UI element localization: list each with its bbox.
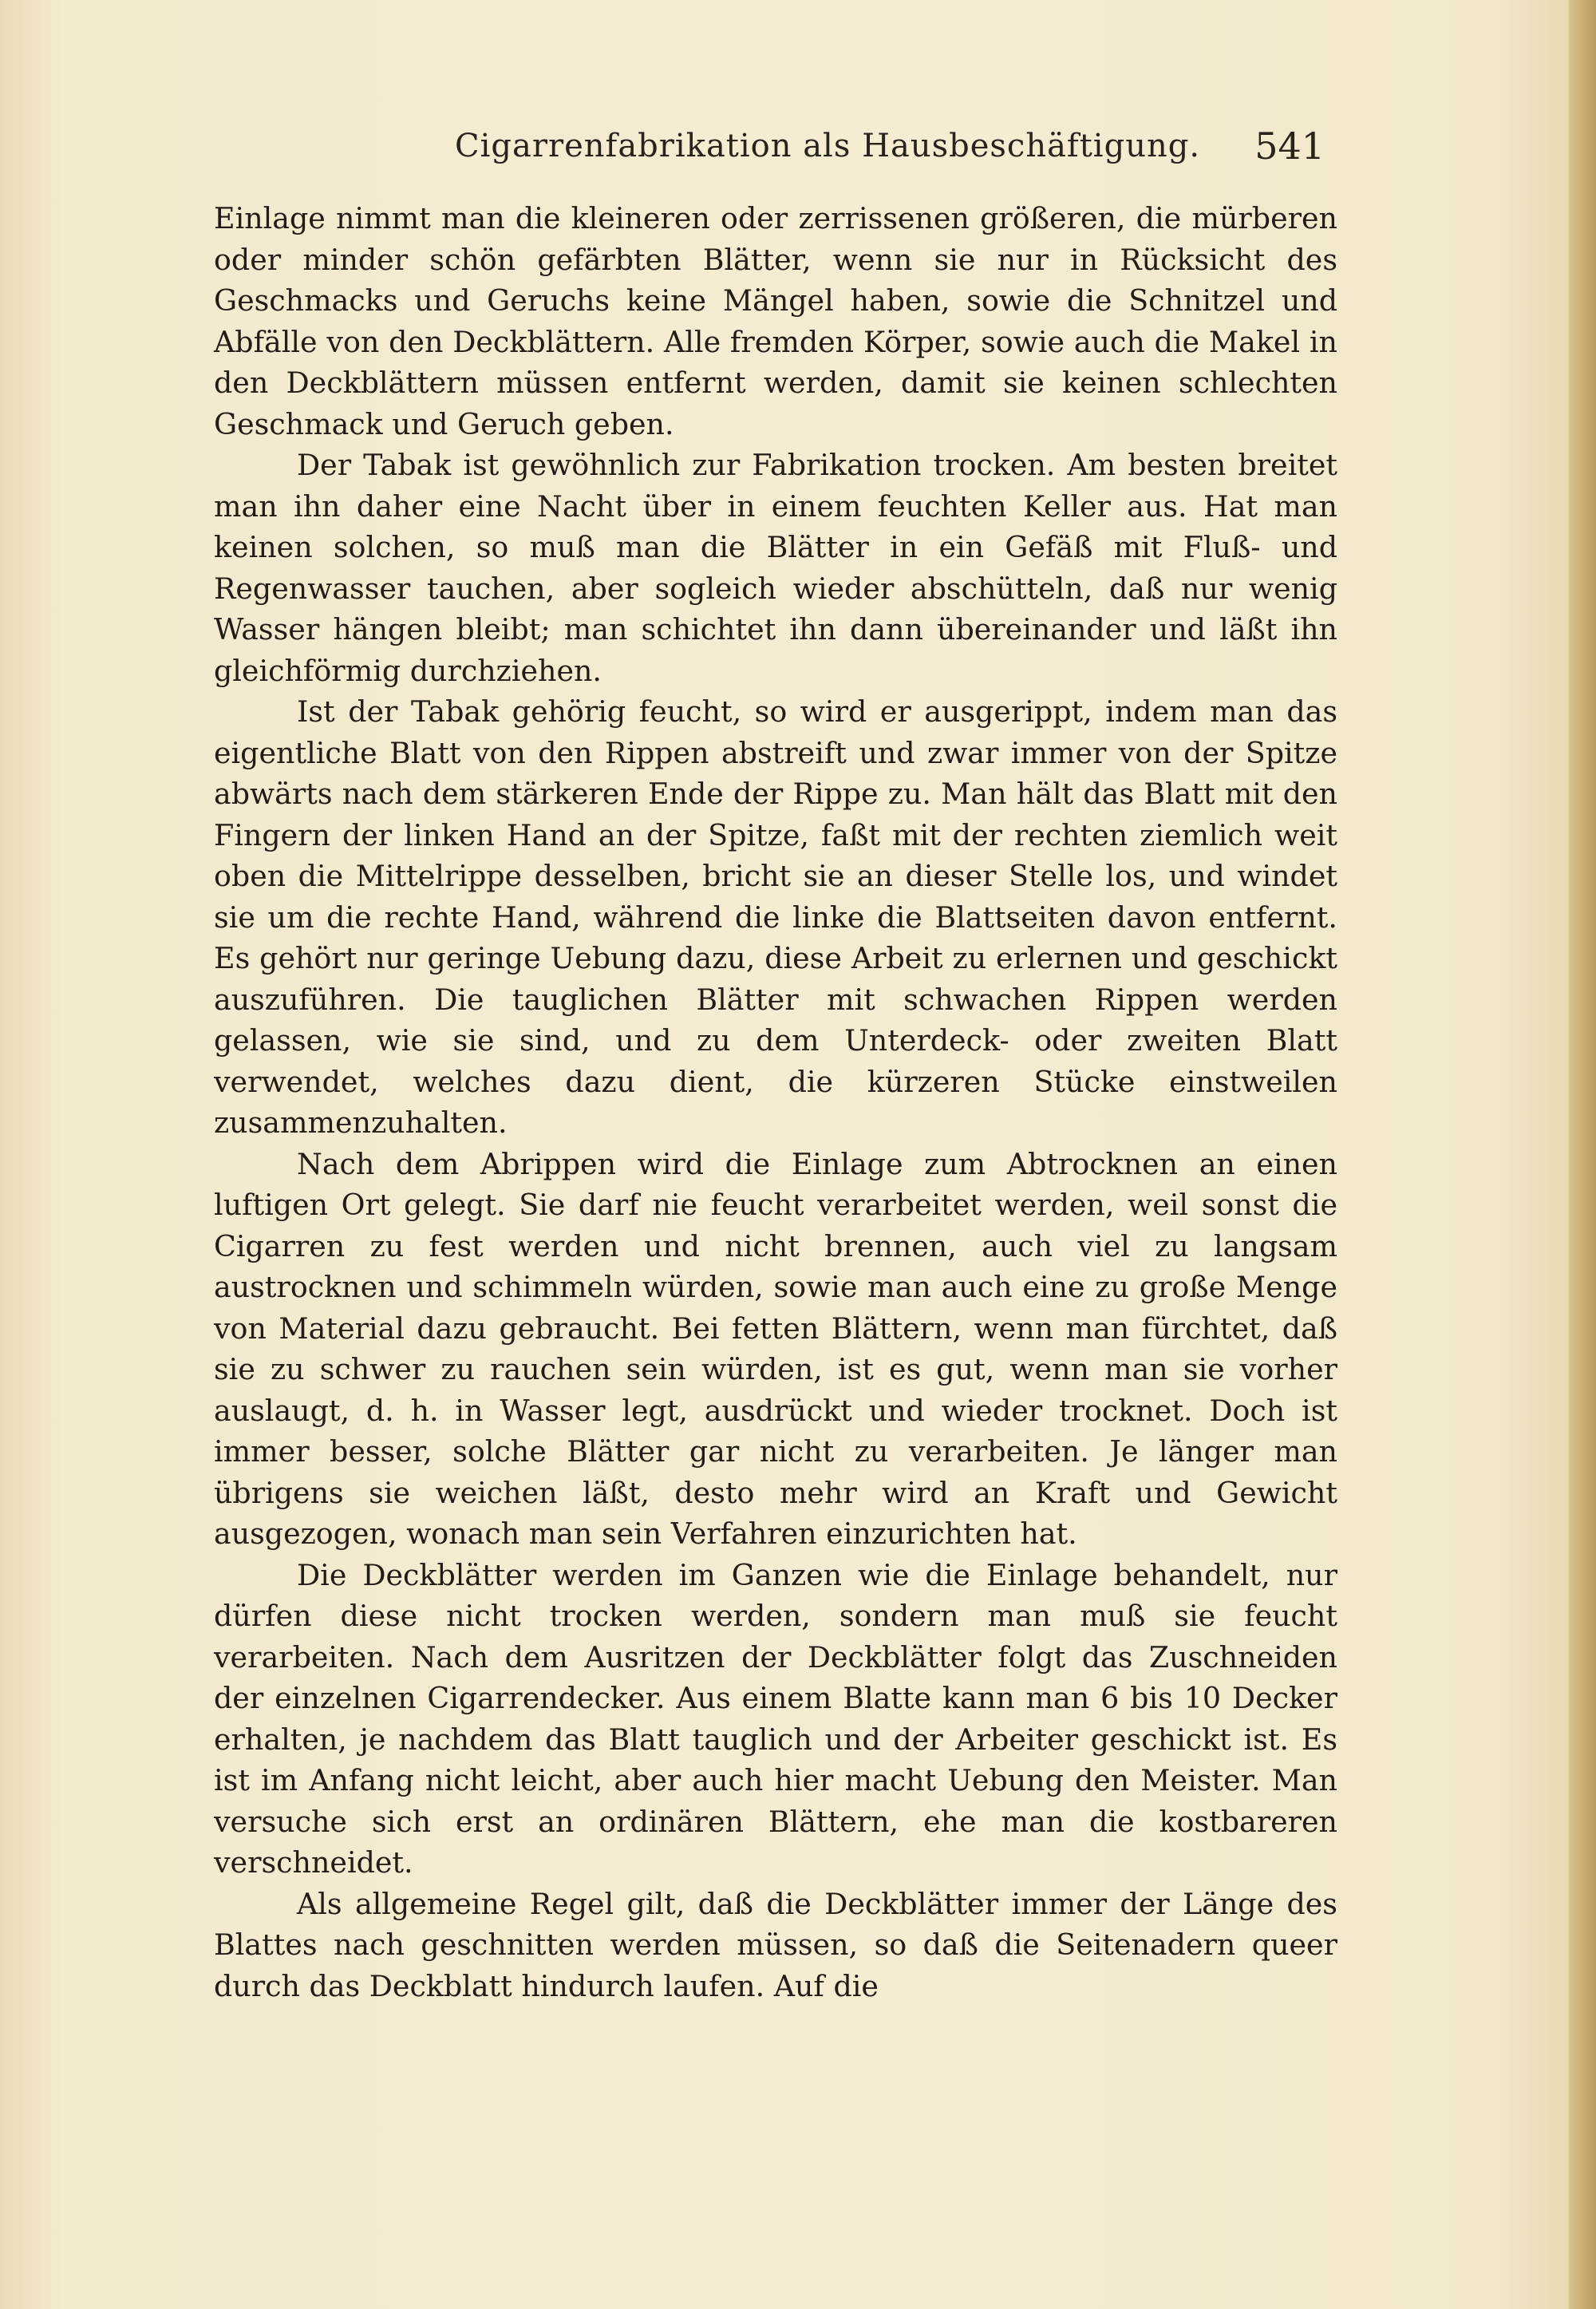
paragraph-4: Nach dem Abrippen wird die Einlage zum Abtrocknen an einen luftigen Ort gelegt. Sie darf nie feucht verarbeitet werden, weil sonst die Cigarren zu fest werden und nicht brennen, auch viel zu langsam austrocknen und schimmeln würden, sowie man auch eine zu große Menge von Material dazu gebraucht. Bei fetten Blättern, wenn man fürchtet, daß sie zu schwer zu rauchen sein würden, ist es gut, wenn man sie vorher auslaugt, d. h. in Wasser legt, ausdrückt und wieder trocknet. Doch ist immer besser, solche Blätter gar nicht zu verarbeiten. Je länger man übrigens sie weichen läßt, desto mehr wird an Kraft und Gewicht ausgezogen, wonach man sein Verfahren einzurichten hat. xyxy=(214,1146,1337,1551)
paragraph-3: Ist der Tabak gehörig feucht, so wird er ausgerippt, indem man das eigentliche Blatt von den Rippen abstreift und zwar immer von der Spitze abwärts nach dem stärkeren Ende der Rippe zu. Man hält das Blatt mit den Fingern der linken Hand an der Spitze, faßt mit der rechten ziemlich weit oben die Mittelrippe desselben, bricht sie an dieser Stelle los, und windet sie um die rechte Hand, während die linke die Blattseiten davon entfernt. Es gehört nur geringe Uebung dazu, diese Arbeit zu erlernen und geschickt auszuführen. Die tauglichen Blätter mit schwachen Rippen werden gelassen, wie sie sind, und zu dem Unterdeck- oder zweiten Blatt verwendet, welches dazu dient, die kürzeren Stücke einstweilen zusammenzuhalten. xyxy=(214,694,1337,1140)
paragraph-1: Einlage nimmt man die kleineren oder zerrissenen größeren, die mürberen oder minder schön gefärbten Blätter, wenn sie nur in Rücksicht des Geschmacks und Geruchs keine Mängel haben, sowie die Schnitzel und Abfälle von den Deckblättern. Alle fremden Körper, sowie auch die Makel in den Deckblättern müssen entfernt werden, damit sie keinen schlechten Geschmack und Geruch geben. xyxy=(214,201,1337,441)
running-head xyxy=(239,125,1325,179)
page-number: 541 xyxy=(1254,125,1325,168)
body-text xyxy=(214,198,1337,2007)
page-edge xyxy=(1569,0,1596,2309)
paragraph-5: Die Deckblätter werden im Ganzen wie die Einlage behandelt, nur dürfen diese nicht trocken werden, sondern man muß sie feucht verarbeiten. Nach dem Ausritzen der Deckblätter folgt das Zuschneiden der einzelnen Cigarrendecker. Aus einem Blatte kann man 6 bis 10 Decker erhalten, je nachdem das Blatt tauglich und der Arbeiter geschickt ist. Es ist im Anfang nicht leicht, aber auch hier macht Uebung den Meister. Man versuche sich erst an ordinären Blättern, ehe man die kostbareren verschneidet. xyxy=(214,1557,1337,1880)
running-title: Cigarrenfabrikation als Hausbeschäftigung. xyxy=(455,128,1201,164)
paragraph-2: Der Tabak ist gewöhnlich zur Fabrikation trocken. Am besten breitet man ihn daher eine Nacht über in einem feuchten Keller aus. Hat man keinen solchen, so muß man die Blätter in ein Gefäß mit Fluß- und Regenwasser tauchen, aber sogleich wieder abschütteln, daß nur wenig Wasser hängen bleibt; man schichtet ihn dann übereinander und läßt ihn gleichförmig durchziehen. xyxy=(214,448,1337,688)
paragraph-6: Als allgemeine Regel gilt, daß die Deckblätter immer der Länge des Blattes nach geschnitten werden müssen, so daß die Seitenadern queer durch das Deckblatt hindurch laufen. Auf die xyxy=(214,1886,1337,2003)
